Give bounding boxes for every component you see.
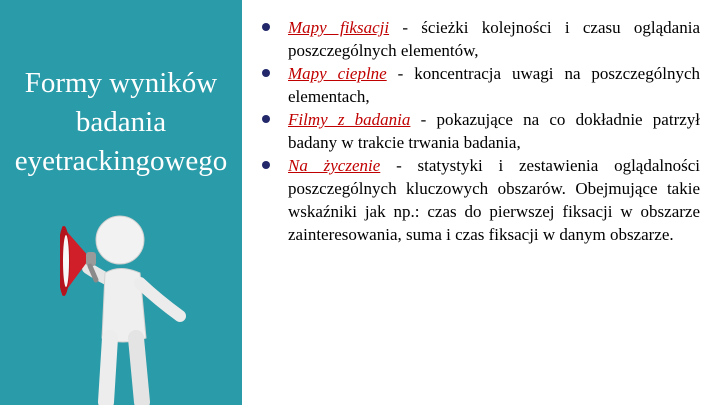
slide-title: Formy wyników badania eyetrackingowego: [14, 67, 228, 177]
bullet-term: Mapy fiksacji: [288, 18, 390, 37]
content-area: [260, 16, 700, 246]
bullet-item: [260, 62, 700, 108]
person-with-megaphone-icon: [60, 188, 200, 405]
bullet-text: - pokazujące na co dokładnie patrzył badany w trakcie trwania badania,: [288, 110, 700, 152]
bullet-icon: [262, 69, 270, 77]
bullet-term: Mapy cieplne: [288, 64, 387, 83]
bullet-item: [260, 108, 700, 154]
bullet-term: Filmy z badania: [288, 110, 411, 129]
bullet-icon: [262, 161, 270, 169]
bullet-list: [260, 16, 700, 246]
bullet-text: - statystyki i zestawienia oglądalności poszczególnych kluczowych obszarów. Obejmujące takie wskaźniki jak np.: czas do pierwszej fiksacji w obszarze zainteresowania, suma i czas fiksacji w danym obszarze.: [288, 156, 701, 244]
bullet-item: [260, 154, 700, 246]
bullet-icon: [262, 115, 270, 123]
bullet-text: - koncentracja uwagi na poszczególnych elementach,: [288, 64, 700, 106]
bullet-icon: [262, 23, 270, 31]
bullet-term: Na życzenie: [288, 156, 381, 175]
bullet-text: - ścieżki kolejności i czasu oglądania poszczególnych elementów,: [288, 18, 700, 60]
bullet-item: [260, 16, 700, 62]
